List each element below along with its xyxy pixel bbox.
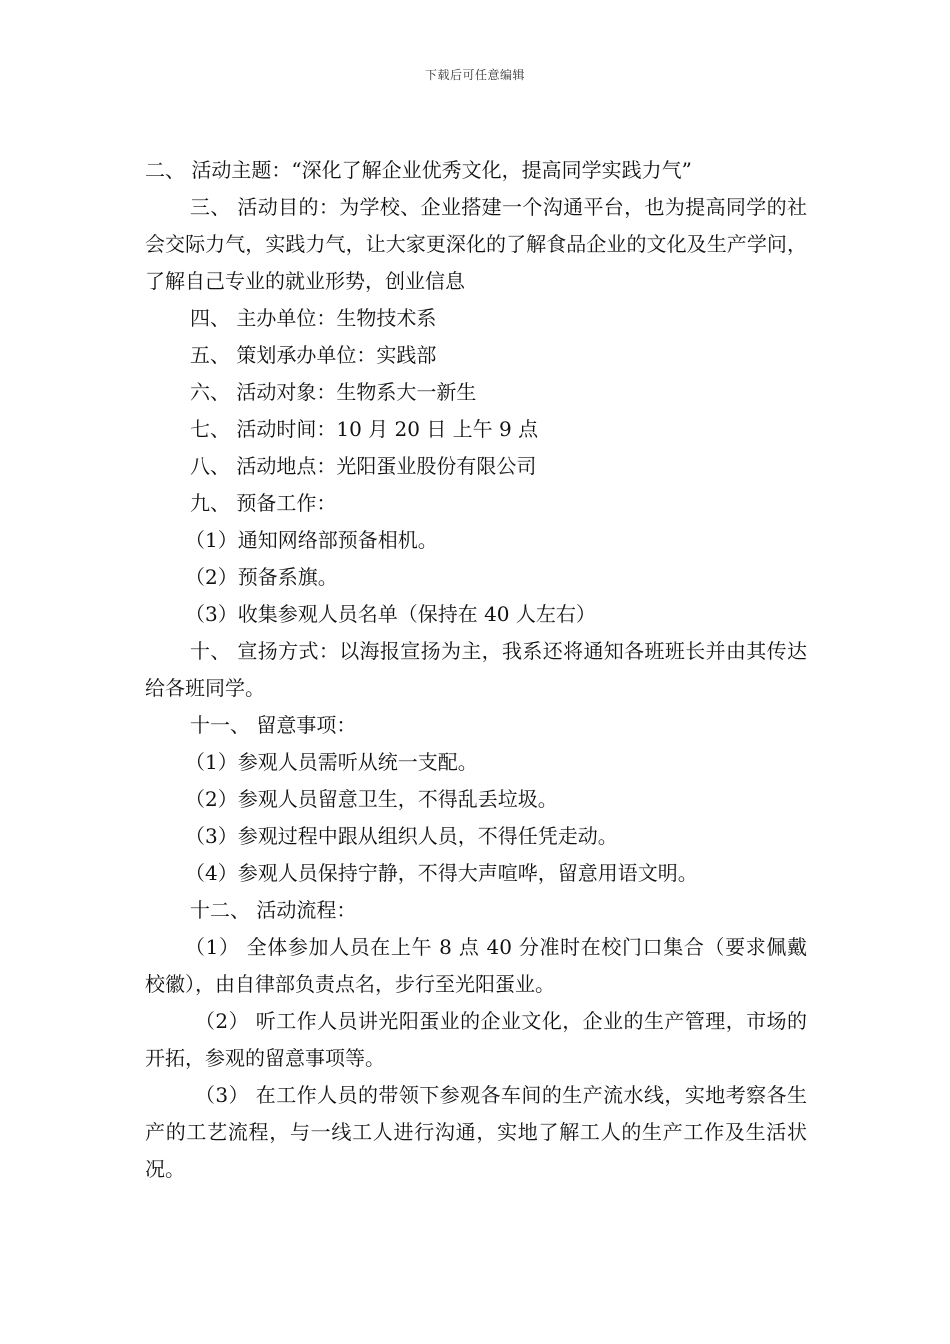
paragraph-notes: 十一、 留意事项： [190, 713, 357, 737]
list-item-process-1: （1） 全体参加人员在上午 8 点 40 分准时在校门口集合（要求佩戴校徽），由自律部负责点名，步行至光阳蛋业。 [145, 935, 807, 996]
paragraph-time: 七、 活动时间：10 月 20 日 上午 9 点 [190, 417, 539, 441]
paragraph-organizer: 五、 策划承办单位：实践部 [190, 343, 437, 367]
paragraph-process: 十二、 活动流程： [190, 898, 357, 922]
paragraph-purpose: 三、 活动目的：为学校、企业搭建一个沟通平台，也为提高同学的社会交际力气，实践力气，让大家更深化的了解食品企业的文化及生产学问，了解自己专业的就业形势，创业信息 [145, 195, 807, 293]
document-body [145, 152, 807, 1188]
paragraph-audience: 六、 活动对象：生物系大一新生 [190, 380, 477, 404]
paragraph-host: 四、 主办单位：生物技术系 [190, 306, 437, 330]
list-item-prep-1: （1）通知网络部预备相机。 [185, 528, 438, 552]
paragraph-theme: 二、 活动主题：“深化了解企业优秀文化，提高同学实践力气” [145, 158, 692, 182]
list-item-note-3: （3）参观过程中跟从组织人员，不得任凭走动。 [185, 824, 618, 848]
page-header: 下载后可任意编辑 [424, 68, 525, 82]
list-item-note-2: （2）参观人员留意卫生，不得乱丢垃圾。 [185, 787, 558, 811]
list-item-process-2: （2） 听工作人员讲光阳蛋业的企业文化，企业的生产管理，市场的开拓，参观的留意事项等。 [145, 1009, 807, 1070]
list-item-note-1: （1）参观人员需听从统一支配。 [185, 750, 478, 774]
list-item-note-4: （4）参观人员保持宁静，不得大声喧哗，留意用语文明。 [185, 861, 698, 885]
list-item-prep-2: （2）预备系旗。 [185, 565, 338, 589]
paragraph-promotion: 十、 宣扬方式：以海报宣扬为主，我系还将通知各班班长并由其传达给各班同学。 [145, 639, 807, 700]
paragraph-preparation: 九、 预备工作： [190, 491, 337, 515]
list-item-prep-3: （3）收集参观人员名单（保持在 40 人左右） [185, 602, 596, 626]
list-item-process-3: （3） 在工作人员的带领下参观各车间的生产流水线，实地考察各生产的工艺流程，与一线工人进行沟通，实地了解工人的生产工作及生活状况。 [145, 1083, 807, 1181]
paragraph-location: 八、 活动地点：光阳蛋业股份有限公司 [190, 454, 537, 478]
